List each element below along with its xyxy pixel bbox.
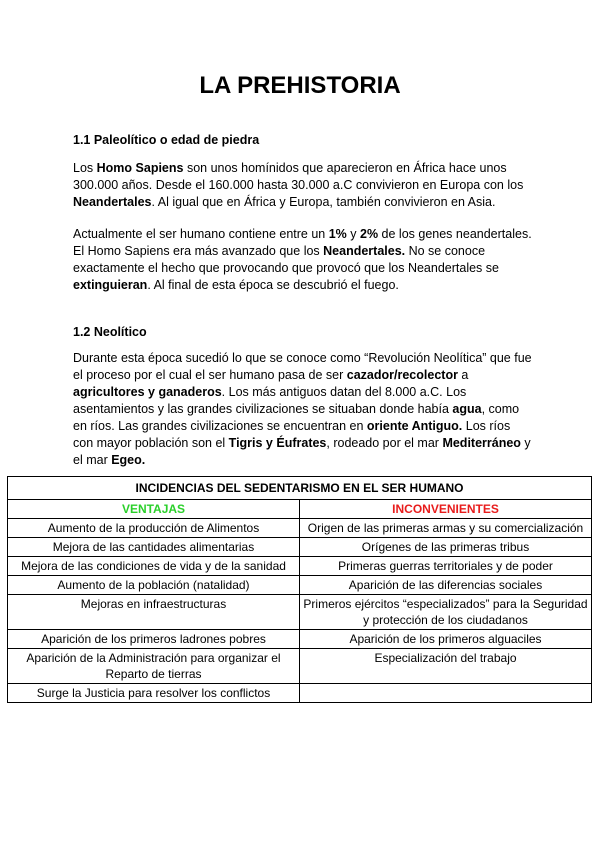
bold-term: agua [452,402,482,416]
text-run: Durante esta época sucedió lo que se conoce como “Revolución Neolítica” que fue el proceso por el cual el ser humano pasa de ser [73,351,532,382]
bold-term: Egeo. [111,453,146,467]
ventaja-cell: Aumento de la producción de Alimentos [8,519,300,538]
bold-term: agricultores y ganaderos [73,385,222,399]
column-header-ventajas: VENTAJAS [8,500,300,519]
text-run: . Los más antiguos datan del 8.000 a.C. Los asentamientos y las grandes civilizaciones se situaban donde había [73,385,467,416]
table-caption: INCIDENCIAS DEL SEDENTARISMO EN EL SER HUMANO [8,477,592,500]
bold-term: 2% [360,227,379,241]
table-header-row [8,500,592,519]
ventaja-cell: Aumento de la población (natalidad) [8,576,300,595]
ventaja-cell: Surge la Justicia para resolver los conflictos [8,684,300,703]
text-run: y el mar [73,436,531,467]
bold-term: Mediterráneo [442,436,521,450]
table-row [8,576,592,595]
bold-term: oriente Antiguo. [366,419,463,433]
bold-term: extinguieran [73,278,148,292]
inconveniente-cell: Orígenes de las primeras tribus [300,538,592,557]
inconveniente-cell: Especialización del trabajo [300,649,592,684]
column-header-inconvenientes: INCONVENIENTES [300,500,592,519]
incidencias-table [7,476,592,703]
table-caption-row [8,477,592,500]
table-row [8,595,592,630]
ventaja-cell: Mejoras en infraestructuras [8,595,300,630]
table-row [8,684,592,703]
text-run: Los ríos con mayor población son el [73,419,511,450]
inconveniente-cell: Aparición de las diferencias sociales [300,576,592,595]
inconveniente-cell [300,684,592,703]
text-run: Actualmente el ser humano contiene entre un [73,227,329,241]
bold-term: Neandertales [73,195,152,209]
text-run: a [457,368,469,382]
ventaja-cell: Mejora de las cantidades alimentarias [8,538,300,557]
text-run: No se conoce exactamente el hecho que provocando que provocó que los Neandertales se [73,244,499,275]
inconveniente-cell: Primeras guerras territoriales y de poder [300,557,592,576]
ventaja-cell: Mejora de las condiciones de vida y de la sanidad [8,557,300,576]
text-run: son unos homínidos que aparecieron en África hace unos 300.000 años. Desde el 160.000 hasta 30.000 a.C convivieron en Europa con los [73,161,524,192]
page-title: LA PREHISTORIA [199,72,401,99]
text-run: , rodeado por el mar [326,436,443,450]
paragraph [73,226,533,294]
bold-term: Neandertales. [323,244,406,258]
inconveniente-cell: Origen de las primeras armas y su comercialización [300,519,592,538]
text-run: y [346,227,360,241]
table-row [8,557,592,576]
inconveniente-cell: Aparición de los primeros alguaciles [300,630,592,649]
table-row [8,630,592,649]
bold-term: Tigris y Éufrates [228,436,327,450]
table-row [8,538,592,557]
section-heading-neolitico: 1.2 Neolítico [73,325,147,339]
text-run: . Al igual que en África y Europa, también convivieron en Asia. [151,195,496,209]
ventaja-cell: Aparición de los primeros ladrones pobres [8,630,300,649]
text-run: Los [73,161,97,175]
paragraph [73,160,533,211]
bold-term: 1% [328,227,347,241]
ventaja-cell: Aparición de la Administración para organizar el Reparto de tierras [8,649,300,684]
text-run: de los genes neandertales. El Homo Sapiens era más avanzado que los [73,227,532,258]
table-row [8,649,592,684]
table-row [8,519,592,538]
bold-term: cazador/recolector [346,368,458,382]
inconveniente-cell: Primeros ejércitos “especializados” para la Seguridad y protección de los ciudadanos [300,595,592,630]
text-run: , como en ríos. Las grandes civilizaciones se encuentran en [73,402,520,433]
text-run: . Al final de esta época se descubrió el fuego. [147,278,399,292]
section-heading-paleolitico: 1.1 Paleolítico o edad de piedra [73,133,260,147]
paragraph [73,350,533,469]
bold-term: Homo Sapiens [96,161,184,175]
